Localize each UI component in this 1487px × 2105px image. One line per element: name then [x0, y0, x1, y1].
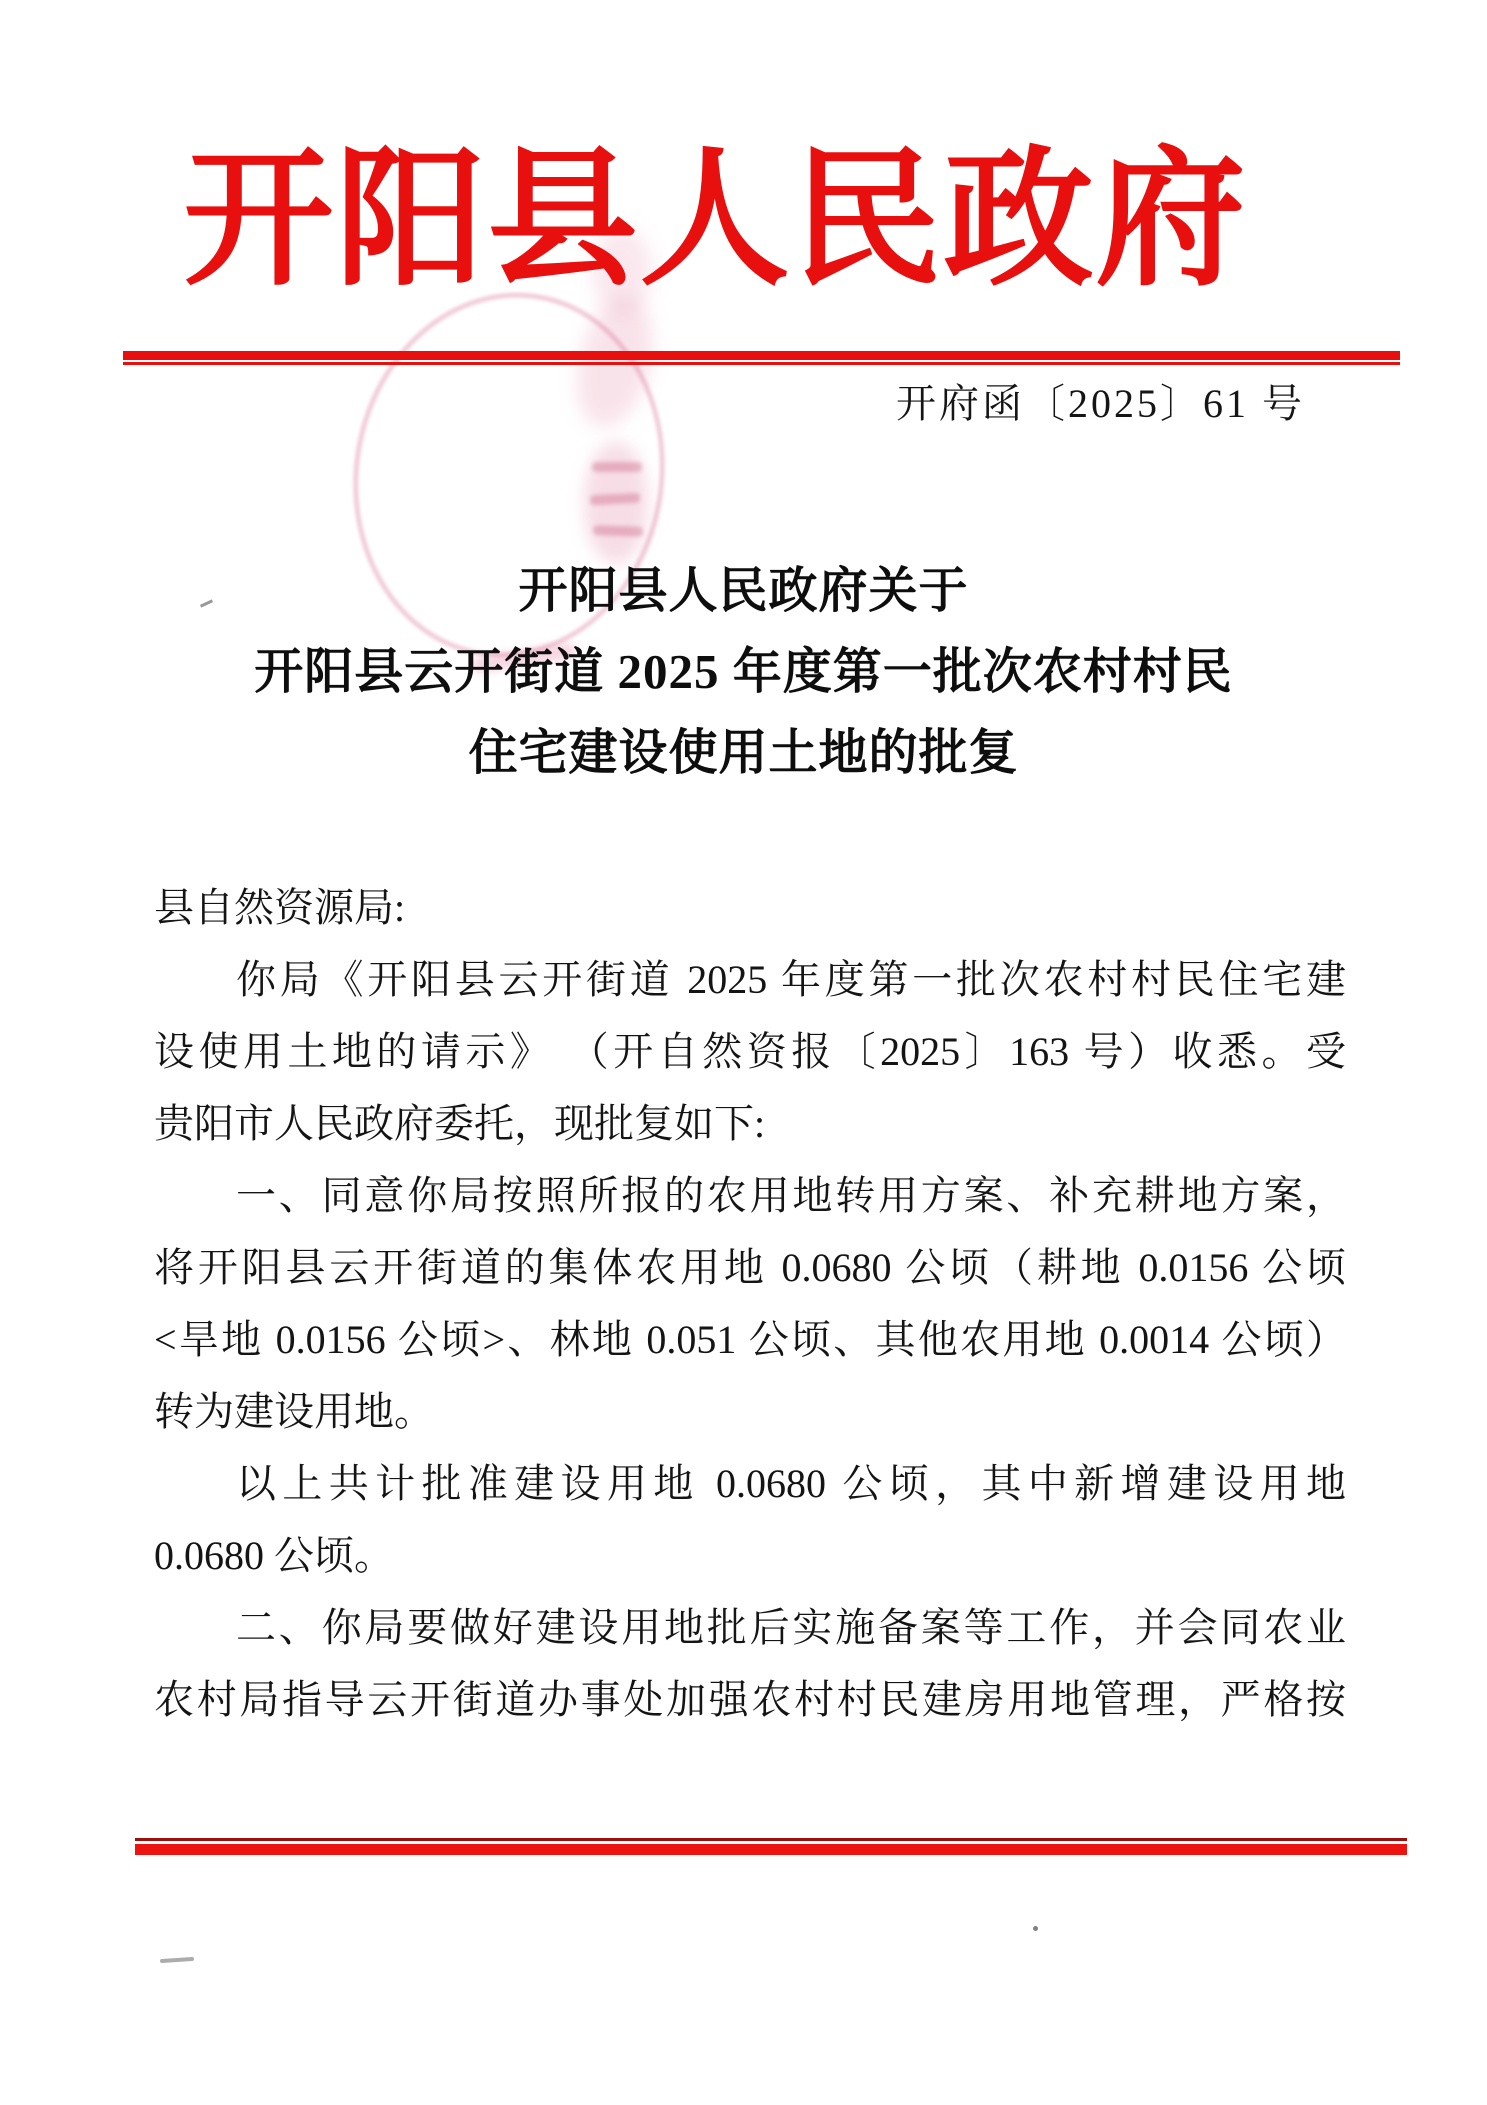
document-title: [0, 550, 1487, 793]
body-line: 转为建设用地。: [154, 1389, 434, 1434]
document-body: [154, 872, 1346, 1736]
divider-thin-line: [123, 362, 1400, 365]
divider-thick-line: [135, 1844, 1407, 1855]
stamp-text-smudge: [592, 462, 642, 472]
footer-divider: [135, 1838, 1407, 1855]
body-line: 0.0680 公顷。: [154, 1533, 394, 1578]
document-title-line: 住宅建设使用土地的批复: [468, 725, 1019, 780]
letterhead-title: 开阳县人民政府: [183, 138, 1248, 304]
scan-speck: [160, 1957, 194, 1963]
stamp-text-smudge: [593, 525, 643, 537]
salutation: 县自然资源局:: [154, 885, 406, 930]
body-line: <旱地 0.0156 公顷>、林地 0.051 公顷、其他农用地 0.0014 公顷）: [154, 1317, 1346, 1362]
stamp-text-smudge: [590, 493, 640, 506]
document-title-line: 开阳县人民政府关于: [518, 563, 969, 618]
body-line: 农村局指导云开街道办事处加强农村村民建房用地管理，严格按: [154, 1677, 1346, 1722]
body-line: 设使用土地的请示》 （开自然资报〔2025〕163 号）收悉。受: [154, 1029, 1346, 1074]
document-title-line: 开阳县云开街道 2025 年度第一批次农村村民: [254, 644, 1233, 699]
stamp-smudge: [584, 442, 648, 564]
divider-thick-line: [123, 351, 1400, 360]
body-line: 以上共计批准建设用地 0.0680 公顷，其中新增建设用地: [236, 1461, 1346, 1506]
document-number: 开府函〔2025〕61 号: [896, 381, 1305, 426]
body-line: 贵阳市人民政府委托，现批复如下:: [154, 1101, 766, 1146]
body-line: 二、你局要做好建设用地批后实施备案等工作，并会同农业: [236, 1605, 1346, 1650]
letterhead-divider: [123, 351, 1400, 365]
scan-speck: [1033, 1926, 1038, 1931]
body-line: 将开阳县云开街道的集体农用地 0.0680 公顷（耕地 0.0156 公顷: [154, 1245, 1346, 1290]
body-line: 你局《开阳县云开街道 2025 年度第一批次农村村民住宅建: [236, 957, 1346, 1002]
body-line: 一、同意你局按照所报的农用地转用方案、补充耕地方案，: [236, 1173, 1346, 1218]
